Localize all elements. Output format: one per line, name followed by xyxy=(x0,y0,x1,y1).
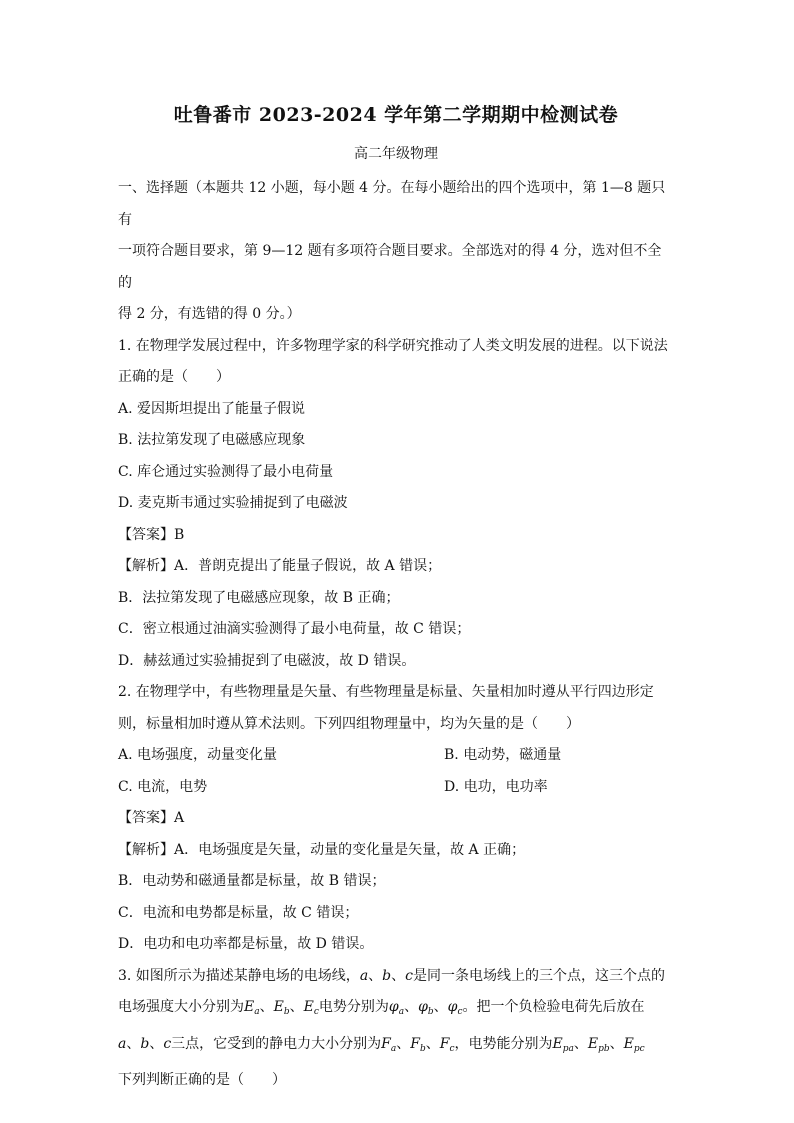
q2-stem-line-1: 2. 在物理学中，有些物理量是矢量、有些物理量是标量、矢量相加时遵从平行四边形定 xyxy=(118,684,654,700)
q2-option-d: D. 电功，电功率 xyxy=(444,778,548,795)
q3-text-1b: 是同一条电场线上的三个点，这三个点的 xyxy=(412,967,665,984)
q3-text-2b: 电势分别为 xyxy=(318,999,389,1015)
q3-stem-line-3: a、b、c三点，它受到的静电力大小分别为$F_a$、$F_b$、$F_c$，电势能分别为$E_{pa}$、$E_{pb}$、$E_{pc}$ xyxy=(118,1035,645,1054)
q3-text-3a: 三点，它受到的静电力大小分别为 xyxy=(171,1035,382,1052)
section-instructions-line-1: 一、选择题（本题共 12 小题，每小题 4 分。在每小题给出的四个选项中，第 1—8 题只有 xyxy=(118,180,666,228)
page-title: 吐鲁番市 2023-2024 学年第二学期期中检测试卷 xyxy=(173,104,619,126)
q1-option-a: A. 爱因斯坦提出了能量子假说 xyxy=(118,400,306,417)
q1-analysis-line-4: D．赫兹通过实验捕捉到了电磁波，故 D 错误。 xyxy=(118,652,416,669)
q2-analysis-line-3: C．电流和电势都是标量，故 C 错误； xyxy=(118,904,359,921)
q2-stem-line-2: 则，标量相加时遵从算术法则。下列四组物理量中，均为矢量的是（ ） xyxy=(118,715,580,732)
q1-option-b: B. 法拉第发现了电磁感应现象 xyxy=(118,432,306,448)
q1-option-c: C. 库仑通过实验测得了最小电荷量 xyxy=(118,463,334,480)
q3-text-1a: 3. 如图所示为描述某静电场的电场线， xyxy=(118,967,360,984)
q2-options-row-1 xyxy=(118,740,674,772)
document-page xyxy=(118,100,674,1097)
q1-option-d: D. 麦克斯韦通过实验捕捉到了电磁波 xyxy=(118,495,348,511)
q2-option-b: B. 电动势，磁通量 xyxy=(444,747,562,763)
q2-option-a: A. 电场强度，动量变化量 xyxy=(118,747,278,763)
q1-stem-line-2: 正确的是（ ） xyxy=(118,369,230,385)
q2-analysis-line-4: D．电功和电功率都是标量，故 D 错误。 xyxy=(118,936,374,952)
q2-option-c: C. 电流，电势 xyxy=(118,778,208,795)
q3-text-2c: 。把一个负检验电荷先后放在 xyxy=(462,999,645,1015)
section-instructions-line-3: 得 2 分，有选错的得 0 分。） xyxy=(118,306,301,322)
q3-stem-line-2: 电场强度大小分别为$E_a$、$E_b$、$E_c$电势分别为$\varphi_a$、$\varphi_b$、$\varphi_c$。把一个负检验电荷先后放在 xyxy=(118,999,645,1017)
q1-analysis-line-1: 【解析】A．普朗克提出了能量子假说，故 A 错误； xyxy=(118,558,442,574)
q2-answer: 【答案】A xyxy=(118,810,185,826)
q3-text-3b: ，电势能分别为 xyxy=(454,1035,553,1052)
q1-analysis-line-2: B．法拉第发现了电磁感应现象，故 B 正确； xyxy=(118,589,400,606)
q2-analysis-line-2: B．电动势和磁通量都是标量，故 B 错误； xyxy=(118,873,386,889)
page-subtitle: 高二年级物理 xyxy=(354,146,438,162)
q3-text-2a: 电场强度大小分别为 xyxy=(118,999,244,1015)
q1-stem-line-1: 1. 在物理学发展过程中，许多物理学家的科学研究推动了人类文明发展的进程。以下说法 xyxy=(118,337,668,354)
q3-stem-line-4: 下列判断正确的是（ ） xyxy=(118,1072,286,1088)
section-instructions-line-2: 一项符合题目要求，第 9—12 题有多项符合题目要求。全部选对的得 4 分，选对但不全的 xyxy=(118,243,662,291)
q1-analysis-line-3: C．密立根通过油滴实验测得了最小电荷量，故 C 错误； xyxy=(118,621,471,637)
q2-analysis-line-1: 【解析】A．电场强度是矢量，动量的变化量是矢量，故 A 正确； xyxy=(118,841,526,858)
q3-stem-line-1: 3. 如图所示为描述某静电场的电场线，a、b、c是同一条电场线上的三个点，这三个点的 xyxy=(118,967,665,984)
q2-options-row-2 xyxy=(118,772,674,804)
q1-answer: 【答案】B xyxy=(118,526,185,543)
